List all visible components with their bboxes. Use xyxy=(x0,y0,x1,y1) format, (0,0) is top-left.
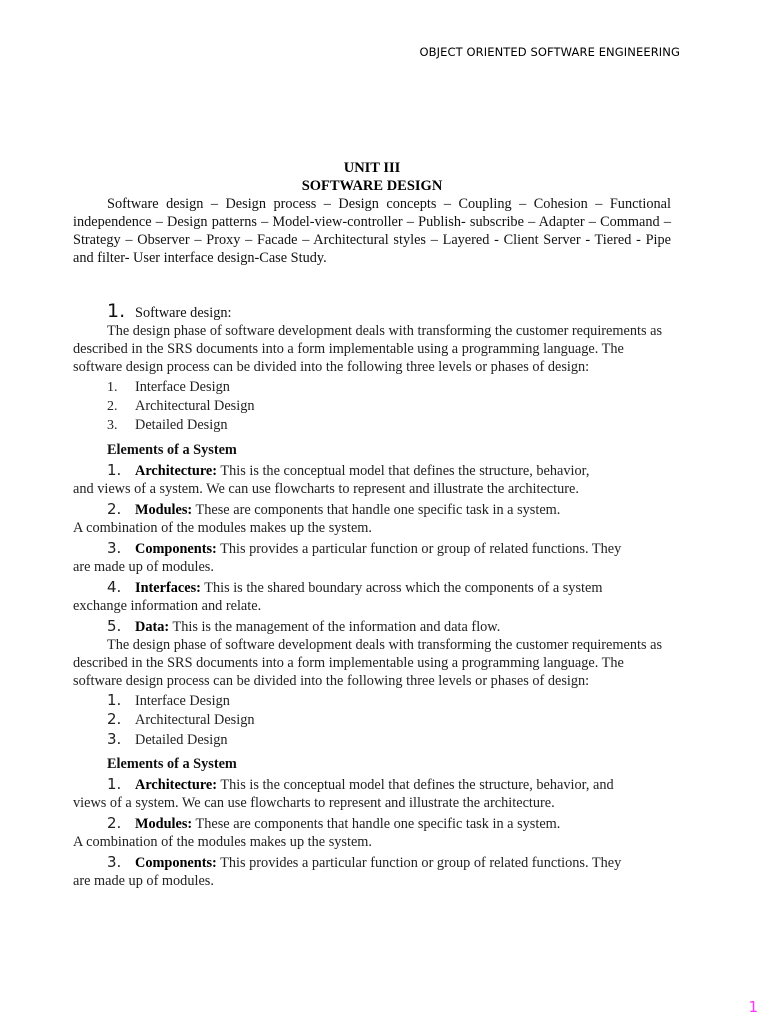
element-text-cont: exchange information and relate. xyxy=(73,598,262,614)
section-number: 1. xyxy=(107,300,126,322)
design-levels-list-repeat xyxy=(73,691,671,749)
element-number: 5. xyxy=(107,617,122,635)
element-number: 4. xyxy=(107,578,122,596)
unit-title: SOFTWARE DESIGN xyxy=(301,178,443,194)
list-item xyxy=(107,397,671,416)
element-item xyxy=(73,461,671,498)
element-text-cont: A combination of the modules makes up the system. xyxy=(73,520,372,536)
element-text: This provides a particular function or group of related functions. They xyxy=(216,854,622,871)
element-item xyxy=(73,853,671,890)
list-item xyxy=(107,378,671,397)
element-text: This provides a particular function or group of related functions. They xyxy=(216,541,622,557)
element-item xyxy=(73,814,671,851)
section-heading xyxy=(73,302,671,322)
element-item xyxy=(73,539,671,576)
list-label: Interface Design xyxy=(135,693,230,709)
element-term: Interfaces: xyxy=(135,580,201,596)
list-label: Architectural Design xyxy=(135,398,255,414)
element-text: These are components that handle one specific task in a system. xyxy=(192,502,561,518)
intro-paragraph: The design phase of software development deals with transforming the customer requirements as described in the SRS documents into a form implementable using a programming language. The software design process can be divided into the following three levels or phases of design: xyxy=(73,323,663,375)
list-number: 1. xyxy=(107,380,118,395)
element-text: This is the shared boundary across which the components of a system xyxy=(200,580,603,596)
element-term: Data: xyxy=(135,619,170,635)
list-item xyxy=(107,691,671,710)
element-text-cont: A combination of the modules makes up the system. xyxy=(73,833,372,850)
element-term: Modules: xyxy=(135,815,193,832)
element-number: 1. xyxy=(107,461,122,479)
running-header: OBJECT ORIENTED SOFTWARE ENGINEERING xyxy=(419,45,680,59)
element-term: Architecture: xyxy=(135,463,218,479)
element-item xyxy=(73,500,671,537)
list-number: 3. xyxy=(107,418,118,433)
syllabus-paragraph: Software design – Design process – Design concepts – Coupling – Cohesion – Functional independence – Design patterns – Model-view-controller – Publish- subscribe – Adapter – Command – Strategy – Observer – Proxy – Facade – Architectural styles – Layered - Client Server - Tiered - Pipe and filter- User interface design-Case Study. xyxy=(73,196,671,266)
element-text-cont: are made up of modules. xyxy=(73,872,214,889)
page-content xyxy=(73,159,671,890)
element-text: This is the conceptual model that defines the structure, behavior, xyxy=(217,463,590,479)
elements-heading: Elements of a System xyxy=(107,442,237,458)
list-item xyxy=(107,710,671,729)
list-item xyxy=(107,730,671,749)
element-term: Modules: xyxy=(135,502,193,518)
list-label: Detailed Design xyxy=(135,731,228,748)
page-number: 1 xyxy=(748,998,758,1016)
element-number: 3. xyxy=(107,539,122,557)
element-text: This is the conceptual model that defines the structure, behavior, and xyxy=(217,776,614,793)
element-text-cont: views of a system. We can use flowcharts to represent and illustrate the architecture. xyxy=(73,794,555,811)
element-text: These are components that handle one specific task in a system. xyxy=(192,815,561,832)
element-term: Architecture: xyxy=(135,776,218,793)
intro-paragraph-repeat: The design phase of software development deals with transforming the customer requirements as described in the SRS documents into a form implementable using a programming language. The software design process can be divided into the following three levels or phases of design: xyxy=(73,637,663,689)
element-term: Components: xyxy=(135,854,217,871)
list-label: Interface Design xyxy=(135,379,230,395)
list-number: 3. xyxy=(107,729,122,748)
element-text-cont: and views of a system. We can use flowcharts to represent and illustrate the architecture. xyxy=(73,481,579,497)
element-item xyxy=(73,775,671,812)
unit-label: UNIT III xyxy=(343,160,401,176)
section-title: Software design: xyxy=(135,305,232,321)
list-number: 1. xyxy=(107,691,122,709)
element-number: 1. xyxy=(107,774,122,793)
element-number: 2. xyxy=(107,500,122,518)
element-text-cont: are made up of modules. xyxy=(73,559,214,575)
elements-heading-repeat: Elements of a System xyxy=(107,755,237,772)
design-levels-list xyxy=(73,378,671,435)
list-number: 2. xyxy=(107,399,118,414)
list-label: Detailed Design xyxy=(135,417,228,433)
element-item xyxy=(73,578,671,615)
element-number: 2. xyxy=(107,813,122,832)
list-number: 2. xyxy=(107,710,122,729)
element-term: Components: xyxy=(135,541,217,557)
list-item xyxy=(107,416,671,435)
element-number: 3. xyxy=(107,852,122,871)
element-text: This is the management of the information and data flow. xyxy=(169,619,501,635)
element-item xyxy=(73,617,671,636)
list-label: Architectural Design xyxy=(135,712,255,729)
